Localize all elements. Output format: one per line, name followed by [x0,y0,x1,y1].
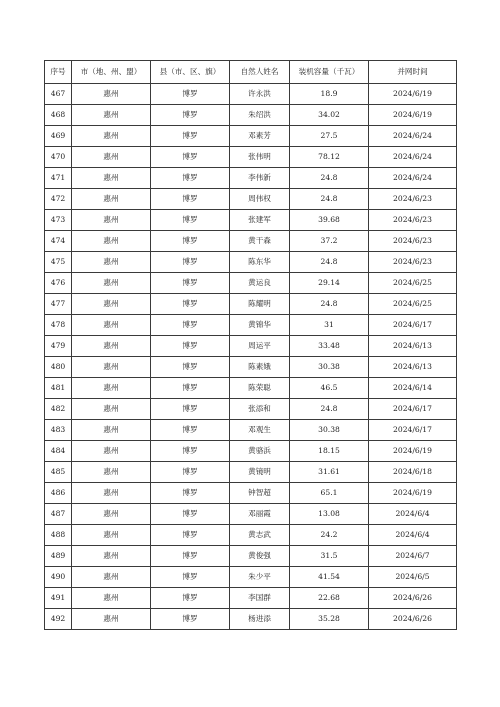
table-row [45,126,457,147]
table-row [45,168,457,189]
cell-serial-number: 477 [45,294,72,315]
cell-county: 博罗 [151,231,230,252]
cell-person-name: 陈素娥 [230,357,290,378]
table-row [45,336,457,357]
table-header [45,61,457,84]
cell-county: 博罗 [151,357,230,378]
table-row [45,189,457,210]
table-row [45,462,457,483]
cell-grid-date: 2024/6/19 [369,84,457,105]
cell-serial-number: 488 [45,525,72,546]
table-row [45,399,457,420]
cell-grid-date: 2024/6/24 [369,168,457,189]
cell-serial-number: 487 [45,504,72,525]
cell-person-name: 邓素芳 [230,126,290,147]
cell-serial-number: 470 [45,147,72,168]
cell-capacity: 27.5 [290,126,369,147]
cell-city: 惠州 [72,84,151,105]
cell-serial-number: 485 [45,462,72,483]
cell-person-name: 陈耀明 [230,294,290,315]
cell-capacity: 24.8 [290,252,369,273]
cell-grid-date: 2024/6/18 [369,462,457,483]
cell-county: 博罗 [151,294,230,315]
cell-person-name: 朱少平 [230,567,290,588]
cell-city: 惠州 [72,210,151,231]
cell-county: 博罗 [151,567,230,588]
cell-capacity: 24.8 [290,399,369,420]
cell-person-name: 黄干森 [230,231,290,252]
cell-serial-number: 490 [45,567,72,588]
cell-person-name: 许永洪 [230,84,290,105]
table-row [45,294,457,315]
cell-city: 惠州 [72,357,151,378]
cell-capacity: 18.9 [290,84,369,105]
cell-capacity: 39.68 [290,210,369,231]
cell-city: 惠州 [72,420,151,441]
cell-capacity: 22.68 [290,588,369,609]
cell-capacity: 41.54 [290,567,369,588]
cell-grid-date: 2024/6/4 [369,525,457,546]
cell-county: 博罗 [151,378,230,399]
cell-grid-date: 2024/6/25 [369,273,457,294]
cell-serial-number: 492 [45,609,72,630]
cell-person-name: 周伟权 [230,189,290,210]
cell-serial-number: 491 [45,588,72,609]
cell-county: 博罗 [151,273,230,294]
cell-city: 惠州 [72,399,151,420]
cell-person-name: 张建军 [230,210,290,231]
cell-capacity: 29.14 [290,273,369,294]
table-row [45,84,457,105]
cell-city: 惠州 [72,609,151,630]
cell-person-name: 张伟明 [230,147,290,168]
cell-county: 博罗 [151,483,230,504]
cell-county: 博罗 [151,546,230,567]
table-row [45,315,457,336]
table-row [45,546,457,567]
cell-serial-number: 475 [45,252,72,273]
cell-capacity: 31.61 [290,462,369,483]
cell-person-name: 黄锦华 [230,315,290,336]
cell-county: 博罗 [151,462,230,483]
cell-county: 博罗 [151,126,230,147]
cell-grid-date: 2024/6/4 [369,504,457,525]
cell-grid-date: 2024/6/23 [369,210,457,231]
cell-capacity: 37.2 [290,231,369,252]
cell-grid-date: 2024/6/26 [369,588,457,609]
cell-capacity: 78.12 [290,147,369,168]
cell-city: 惠州 [72,231,151,252]
cell-serial-number: 469 [45,126,72,147]
table-row [45,378,457,399]
cell-capacity: 18.15 [290,441,369,462]
cell-city: 惠州 [72,126,151,147]
cell-serial-number: 481 [45,378,72,399]
cell-capacity: 46.5 [290,378,369,399]
cell-person-name: 黄俊强 [230,546,290,567]
cell-capacity: 31 [290,315,369,336]
table-row [45,210,457,231]
table-row [45,504,457,525]
cell-city: 惠州 [72,252,151,273]
cell-city: 惠州 [72,588,151,609]
cell-city: 惠州 [72,336,151,357]
cell-county: 博罗 [151,105,230,126]
cell-city: 惠州 [72,378,151,399]
cell-county: 博罗 [151,84,230,105]
cell-grid-date: 2024/6/5 [369,567,457,588]
cell-grid-date: 2024/6/13 [369,336,457,357]
cell-city: 惠州 [72,168,151,189]
table-row [45,105,457,126]
cell-serial-number: 478 [45,315,72,336]
cell-county: 博罗 [151,609,230,630]
header-row [45,61,457,84]
cell-county: 博罗 [151,189,230,210]
grid-connection-table [44,60,457,630]
cell-grid-date: 2024/6/13 [369,357,457,378]
cell-person-name: 邓观生 [230,420,290,441]
cell-person-name: 陈东华 [230,252,290,273]
cell-person-name: 钟智超 [230,483,290,504]
header-county: 县（市、区、旗） [151,61,230,84]
cell-person-name: 陈荣聪 [230,378,290,399]
cell-grid-date: 2024/6/19 [369,483,457,504]
cell-grid-date: 2024/6/25 [369,294,457,315]
cell-capacity: 35.28 [290,609,369,630]
cell-serial-number: 483 [45,420,72,441]
cell-grid-date: 2024/6/26 [369,609,457,630]
header-person-name: 自然人姓名 [230,61,290,84]
cell-city: 惠州 [72,105,151,126]
cell-serial-number: 468 [45,105,72,126]
cell-capacity: 30.38 [290,420,369,441]
cell-serial-number: 471 [45,168,72,189]
cell-grid-date: 2024/6/23 [369,252,457,273]
cell-county: 博罗 [151,504,230,525]
cell-serial-number: 479 [45,336,72,357]
header-grid-date: 并网时间 [369,61,457,84]
cell-city: 惠州 [72,294,151,315]
cell-county: 博罗 [151,399,230,420]
cell-city: 惠州 [72,462,151,483]
cell-serial-number: 489 [45,546,72,567]
cell-grid-date: 2024/6/17 [369,420,457,441]
cell-county: 博罗 [151,252,230,273]
cell-person-name: 张添和 [230,399,290,420]
cell-serial-number: 476 [45,273,72,294]
cell-serial-number: 467 [45,84,72,105]
cell-person-name: 杨进添 [230,609,290,630]
table-row [45,483,457,504]
cell-city: 惠州 [72,504,151,525]
cell-person-name: 李伟新 [230,168,290,189]
cell-serial-number: 473 [45,210,72,231]
cell-city: 惠州 [72,189,151,210]
cell-county: 博罗 [151,210,230,231]
table-row [45,231,457,252]
cell-person-name: 黄骆浜 [230,441,290,462]
table-row [45,252,457,273]
table-row [45,525,457,546]
cell-county: 博罗 [151,315,230,336]
cell-grid-date: 2024/6/7 [369,546,457,567]
cell-serial-number: 472 [45,189,72,210]
table-body [45,84,457,630]
cell-county: 博罗 [151,588,230,609]
cell-capacity: 31.5 [290,546,369,567]
cell-city: 惠州 [72,567,151,588]
cell-grid-date: 2024/6/14 [369,378,457,399]
cell-serial-number: 486 [45,483,72,504]
cell-person-name: 周运平 [230,336,290,357]
cell-county: 博罗 [151,420,230,441]
cell-county: 博罗 [151,168,230,189]
cell-county: 博罗 [151,441,230,462]
cell-serial-number: 480 [45,357,72,378]
table-row [45,147,457,168]
table-row [45,420,457,441]
cell-capacity: 34.02 [290,105,369,126]
cell-city: 惠州 [72,483,151,504]
cell-grid-date: 2024/6/23 [369,231,457,252]
header-serial-number: 序号 [45,61,72,84]
cell-grid-date: 2024/6/23 [369,189,457,210]
cell-capacity: 24.2 [290,525,369,546]
cell-city: 惠州 [72,546,151,567]
cell-city: 惠州 [72,441,151,462]
cell-county: 博罗 [151,525,230,546]
cell-person-name: 黄志武 [230,525,290,546]
cell-grid-date: 2024/6/17 [369,399,457,420]
cell-serial-number: 482 [45,399,72,420]
cell-grid-date: 2024/6/19 [369,441,457,462]
cell-grid-date: 2024/6/17 [369,315,457,336]
table-row [45,441,457,462]
cell-person-name: 黄运良 [230,273,290,294]
cell-person-name: 邓丽霞 [230,504,290,525]
cell-capacity: 33.48 [290,336,369,357]
cell-capacity: 13.08 [290,504,369,525]
cell-grid-date: 2024/6/24 [369,147,457,168]
cell-person-name: 黄镜明 [230,462,290,483]
cell-city: 惠州 [72,147,151,168]
table-row [45,609,457,630]
cell-capacity: 24.8 [290,168,369,189]
cell-city: 惠州 [72,315,151,336]
cell-person-name: 李国群 [230,588,290,609]
cell-serial-number: 484 [45,441,72,462]
cell-city: 惠州 [72,525,151,546]
cell-serial-number: 474 [45,231,72,252]
cell-capacity: 24.8 [290,294,369,315]
header-city: 市（地、州、盟） [72,61,151,84]
table-row [45,273,457,294]
table-row [45,357,457,378]
cell-county: 博罗 [151,336,230,357]
cell-county: 博罗 [151,147,230,168]
table-row [45,567,457,588]
cell-grid-date: 2024/6/19 [369,105,457,126]
cell-city: 惠州 [72,273,151,294]
cell-grid-date: 2024/6/24 [369,126,457,147]
cell-person-name: 朱绍洪 [230,105,290,126]
header-capacity: 装机容量（千瓦） [290,61,369,84]
cell-capacity: 30.38 [290,357,369,378]
cell-capacity: 24.8 [290,189,369,210]
table-row [45,588,457,609]
cell-capacity: 65.1 [290,483,369,504]
